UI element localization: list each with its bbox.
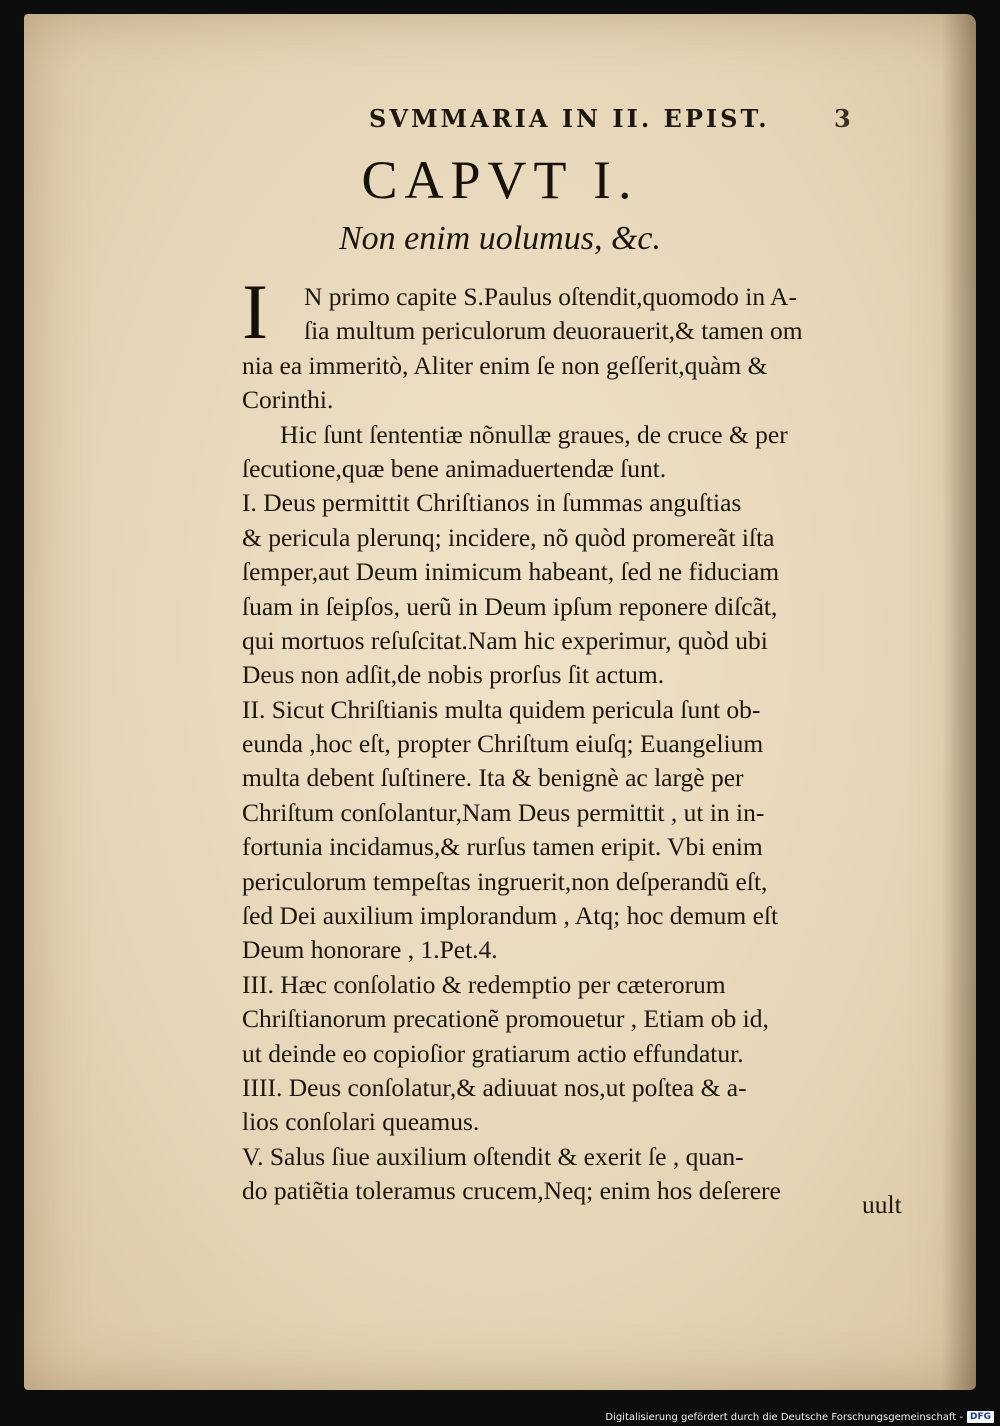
footer-credit: Digitalisierung gefördert durch die Deutsche Forschungsgemeinschaft - [605,1411,963,1423]
text-line: Deum honorare , 1.Pet.4. [242,935,498,965]
text-line: lios conſolari queamus. [242,1107,480,1137]
text-line: eunda ,hoc eſt, propter Chriſtum eiuſq; Euangelium [242,729,764,759]
text-line: IIII. Deus conſolatur,& adiuuat nos,ut poſtea & a- [242,1072,747,1102]
text-line: Chriſtianorum precationẽ promouetur , Etiam ob id, [242,1004,769,1034]
text-line: fortunia incidamus,& rurſus tamen eripit. Vbi enim [242,832,763,862]
dfg-logo: DFG [967,1411,994,1423]
text-line: ſecutione,quæ bene animaduertendæ ſunt. [242,453,667,483]
text-line: nia ea immeritò, Aliter enim ſe non geſſerit,quàm & [242,350,768,380]
folio-number: 3 [834,104,851,133]
text-line: Chriſtum conſolantur,Nam Deus permittit , ut in in- [242,797,765,827]
catchword: uult [862,1190,902,1219]
chapter-incipit: Non enim uolumus, &c. [338,220,662,257]
running-head: SVMMARIA IN II. EPIST. [369,104,770,133]
text-line: do patiẽtia toleramus crucem,Neq; enim hos deſerere [242,1176,781,1206]
text-line: III. Hæc conſolatio & redemptio per cæterorum [242,969,726,999]
digitization-footer [605,1411,994,1423]
text-line: ſia multum periculorum deuorauerit,& tamen om [304,316,803,346]
text-line: Deus non adſit,de nobis prorſus ſit actum. [242,660,665,690]
chapter-title: CAPVT I. [361,150,639,210]
body-text [242,268,932,1209]
text-line: ſuam in ſeipſos, uerũ in Deum ipſum reponere diſcãt, [242,591,778,621]
text-line: I. Deus permittit Chriſtianos in ſummas anguſtias [242,488,742,518]
text-line: Corinthi. [242,385,334,415]
text-line: II. Sicut Chriſtianis multa quidem pericula ſunt ob- [242,694,761,724]
text-line: multa debent ſuſtinere. Ita & benignè ac largè per [242,763,744,793]
drop-cap: I [242,268,268,355]
text-line: ſed Dei auxilium implorandum , Atq; hoc demum eſt [242,901,779,931]
text-line: Hic ſunt ſententiæ nõnullæ graues, de cruce & per [280,419,788,449]
text-line: ut deinde eo copioſior gratiarum actio effundatur. [242,1038,744,1068]
page-header [24,104,976,144]
text-line: N primo capite S.Paulus oſtendit,quomodo in A- [304,282,797,311]
text-line: V. Salus ſiue auxilium oſtendit & exerit ſe , quan- [242,1141,744,1171]
book-page [24,14,976,1390]
text-line: periculorum tempeſtas ingruerit,non deſperandũ eſt, [242,866,768,896]
text-line: qui mortuos reſuſcitat.Nam hic experimur, quòd ubi [242,625,768,655]
text-line: & pericula plerunq; incidere, nõ quòd promereãt iſta [242,522,775,552]
text-line: ſemper,aut Deum inimicum habeant, ſed ne fiduciam [242,557,780,587]
